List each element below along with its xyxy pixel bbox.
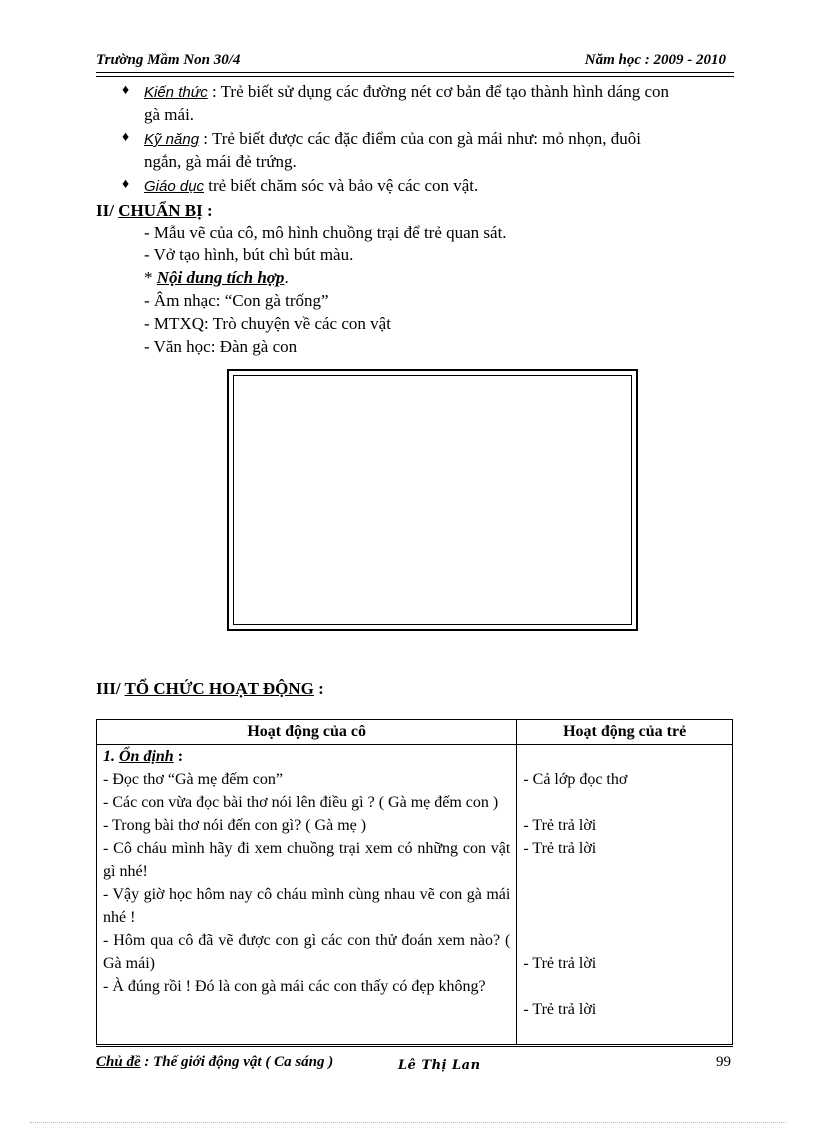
objective-skill: Kỹ năng : Trẻ biết được các đặc điểm của con gà mái như: mỏ nhọn, đuôi — [144, 129, 641, 148]
footer-author: Lê Thị Lan — [398, 1058, 481, 1073]
objective-education: Giáo dục trẻ biết chăm sóc và bảo vệ các con vật. — [144, 176, 479, 195]
child-activities — [517, 745, 733, 1045]
section-activities-heading: III/ TỔ CHỨC HOẠT ĐỘNG : — [96, 679, 324, 698]
child-step — [523, 860, 726, 906]
child-step: - Trẻ trả lời — [523, 955, 597, 972]
illustration-frame — [227, 369, 638, 631]
teacher-step: - Vậy giờ học hôm nay cô cháu mình cùng nhau vẽ con gà mái nhé ! — [103, 886, 511, 926]
teacher-step: - À đúng rồi ! Đó là con gà mái các con thấy có đẹp không? — [103, 978, 486, 995]
integration-item: - MTXQ: Trò chuyện về các con vật — [144, 314, 391, 333]
page-number: 99 — [716, 1054, 731, 1070]
activities-table — [96, 719, 733, 1045]
section-preparation-heading: II/ CHUẨN BỊ : — [96, 201, 213, 220]
objective-skill-cont: ngắn, gà mái đẻ trứng. — [144, 152, 297, 171]
footer-topic: Chủ đề : Thế giới động vật ( Ca sáng ) — [96, 1054, 334, 1070]
bullet-diamond-icon: ♦ — [122, 177, 130, 192]
col-header-child: Hoạt động của trẻ — [517, 720, 733, 745]
school-year: Năm học : 2009 - 2010 — [584, 52, 726, 68]
illustration-frame-inner — [233, 375, 632, 625]
integration-item: - Văn học: Đàn gà con — [144, 337, 298, 356]
teacher-activities — [97, 745, 517, 1045]
prep-item: - Vở tạo hình, bút chì bút màu. — [144, 245, 354, 264]
child-step: - Trẻ trả lời — [523, 1001, 597, 1018]
header-rule — [96, 76, 734, 77]
child-step: - Trẻ trả lời — [523, 840, 597, 857]
teacher-step: - Trong bài thơ nói đến con gì? ( Gà mẹ ) — [103, 817, 367, 834]
objective-knowledge: Kiến thức : Trẻ biết sử dụng các đường nét cơ bản để tạo thành hình dáng con — [144, 82, 670, 101]
teacher-step: - Cô cháu mình hãy đi xem chuồng trại xem có những con vật gì nhé! — [103, 840, 511, 880]
bullet-diamond-icon: ♦ — [122, 130, 130, 145]
col-header-teacher: Hoạt động của cô — [97, 720, 517, 745]
child-step — [523, 906, 726, 952]
footer-rule — [96, 1046, 733, 1047]
bullet-diamond-icon: ♦ — [122, 83, 130, 98]
prep-item: - Mẫu vẽ của cô, mô hình chuồng trại để trẻ quan sát. — [144, 223, 507, 242]
table-header-row — [97, 720, 733, 745]
part-heading: 1. Ổn định : — [103, 748, 184, 765]
integration-item: - Âm nhạc: “Con gà trống” — [144, 291, 329, 310]
child-step: - Trẻ trả lời — [523, 817, 597, 834]
objective-knowledge-cont: gà mái. — [144, 105, 195, 124]
school-name: Trường Mầm Non 30/4 — [96, 52, 241, 68]
teacher-step: - Hôm qua cô đã vẽ được con gì các con thử đoán xem nào? ( Gà mái) — [103, 932, 511, 972]
teacher-step: - Các con vừa đọc bài thơ nói lên điều gì ? ( Gà mẹ đếm con ) — [103, 794, 499, 811]
integration-heading: * Nội dung tích hợp. — [144, 268, 289, 287]
table-row — [97, 745, 733, 1045]
page-header — [96, 50, 734, 73]
teacher-step: - Đọc thơ “Gà mẹ đếm con” — [103, 771, 283, 788]
child-step: - Cả lớp đọc thơ — [523, 771, 628, 788]
